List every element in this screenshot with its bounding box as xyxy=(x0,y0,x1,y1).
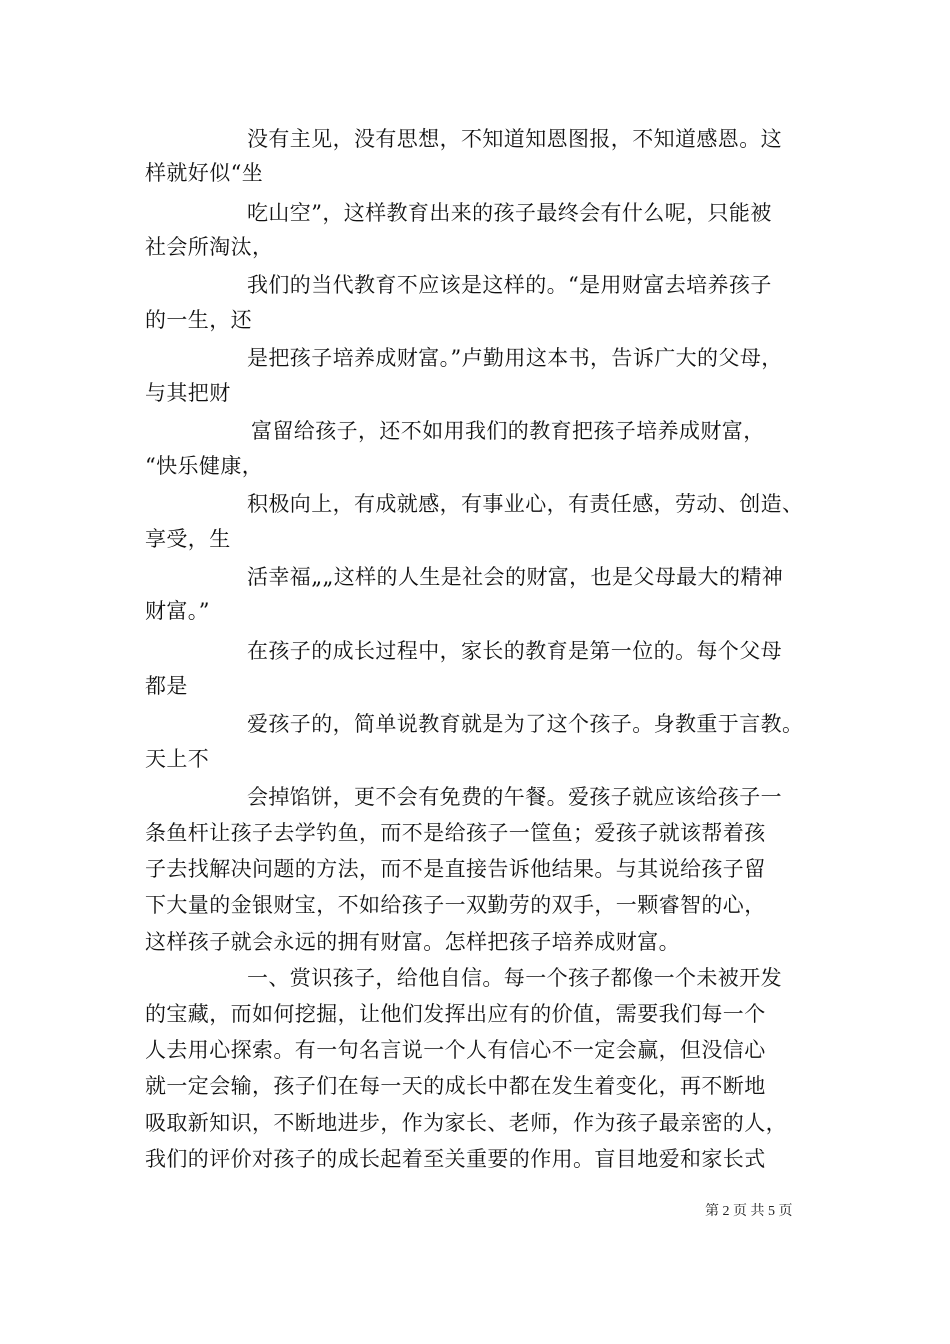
text-line: 天上不 xyxy=(145,747,210,771)
page-number-footer: 第 2 页 共 5 页 xyxy=(705,1204,793,1219)
text-line: “快乐健康， xyxy=(145,454,264,478)
text-line: 没有主见，没有思想，不知道知恩图报，不知道感恩。这 xyxy=(247,127,782,151)
text-line: 与其把财 xyxy=(145,381,231,405)
text-line: 人去用心探索。有一句名言说一个人有信心不一定会赢，但没信心 xyxy=(145,1038,766,1062)
text-line: 就一定会输，孩子们在每一天的成长中都在发生着变化，再不断地 xyxy=(145,1074,766,1098)
text-line: 积极向上，有成就感，有事业心，有责任感，劳动、创造、 xyxy=(247,492,804,516)
text-line: 活幸福„„这样的人生是社会的财富，也是父母最大的精神 xyxy=(247,565,784,589)
text-line: 都是 xyxy=(145,674,188,698)
text-line: 吃山空”，这样教育出来的孩子最终会有什么呢，只能被 xyxy=(247,201,772,225)
text-line: 子去找解决问题的方法，而不是直接告诉他结果。与其说给孩子留 xyxy=(145,857,766,881)
text-line: 享受，生 xyxy=(145,527,231,551)
text-line: 爱孩子的，简单说教育就是为了这个孩子。身教重于言教。 xyxy=(247,712,804,736)
text-line: 是把孩子培养成财富。”卢勤用这本书，告诉广大的父母， xyxy=(247,346,783,370)
text-line: 我们的评价对孩子的成长起着至关重要的作用。盲目地爱和家长式 xyxy=(145,1147,766,1171)
text-line: 的一生，还 xyxy=(145,308,252,332)
text-line: 一、赏识孩子，给他自信。每一个孩子都像一个未被开发 xyxy=(247,966,782,990)
text-line: 财富。” xyxy=(145,599,210,623)
text-line: 条鱼杆让孩子去学钓鱼，而不是给孩子一筐鱼；爱孩子就该帮着孩 xyxy=(145,821,766,845)
text-line: 这样孩子就会永远的拥有财富。怎样把孩子培养成财富。 xyxy=(145,930,680,954)
text-line: 我们的当代教育不应该是这样的。“是用财富去培养孩子 xyxy=(247,273,772,297)
text-line: 会掉馅饼，更不会有免费的午餐。爱孩子就应该给孩子一 xyxy=(247,785,782,809)
text-line: 社会所淘汰， xyxy=(145,235,274,259)
text-line: 富留给孩子，还不如用我们的教育把孩子培养成财富， xyxy=(251,419,765,443)
text-line: 吸取新知识，不断地进步，作为家长、老师，作为孩子最亲密的人， xyxy=(145,1111,787,1135)
text-line: 在孩子的成长过程中，家长的教育是第一位的。每个父母 xyxy=(247,639,782,663)
text-line: 的宝藏，而如何挖掘，让他们发挥出应有的价值，需要我们每一个 xyxy=(145,1002,766,1026)
text-line: 样就好似“坐 xyxy=(145,161,264,185)
text-line: 下大量的金银财宝，不如给孩子一双勤劳的双手，一颗睿智的心， xyxy=(145,893,766,917)
